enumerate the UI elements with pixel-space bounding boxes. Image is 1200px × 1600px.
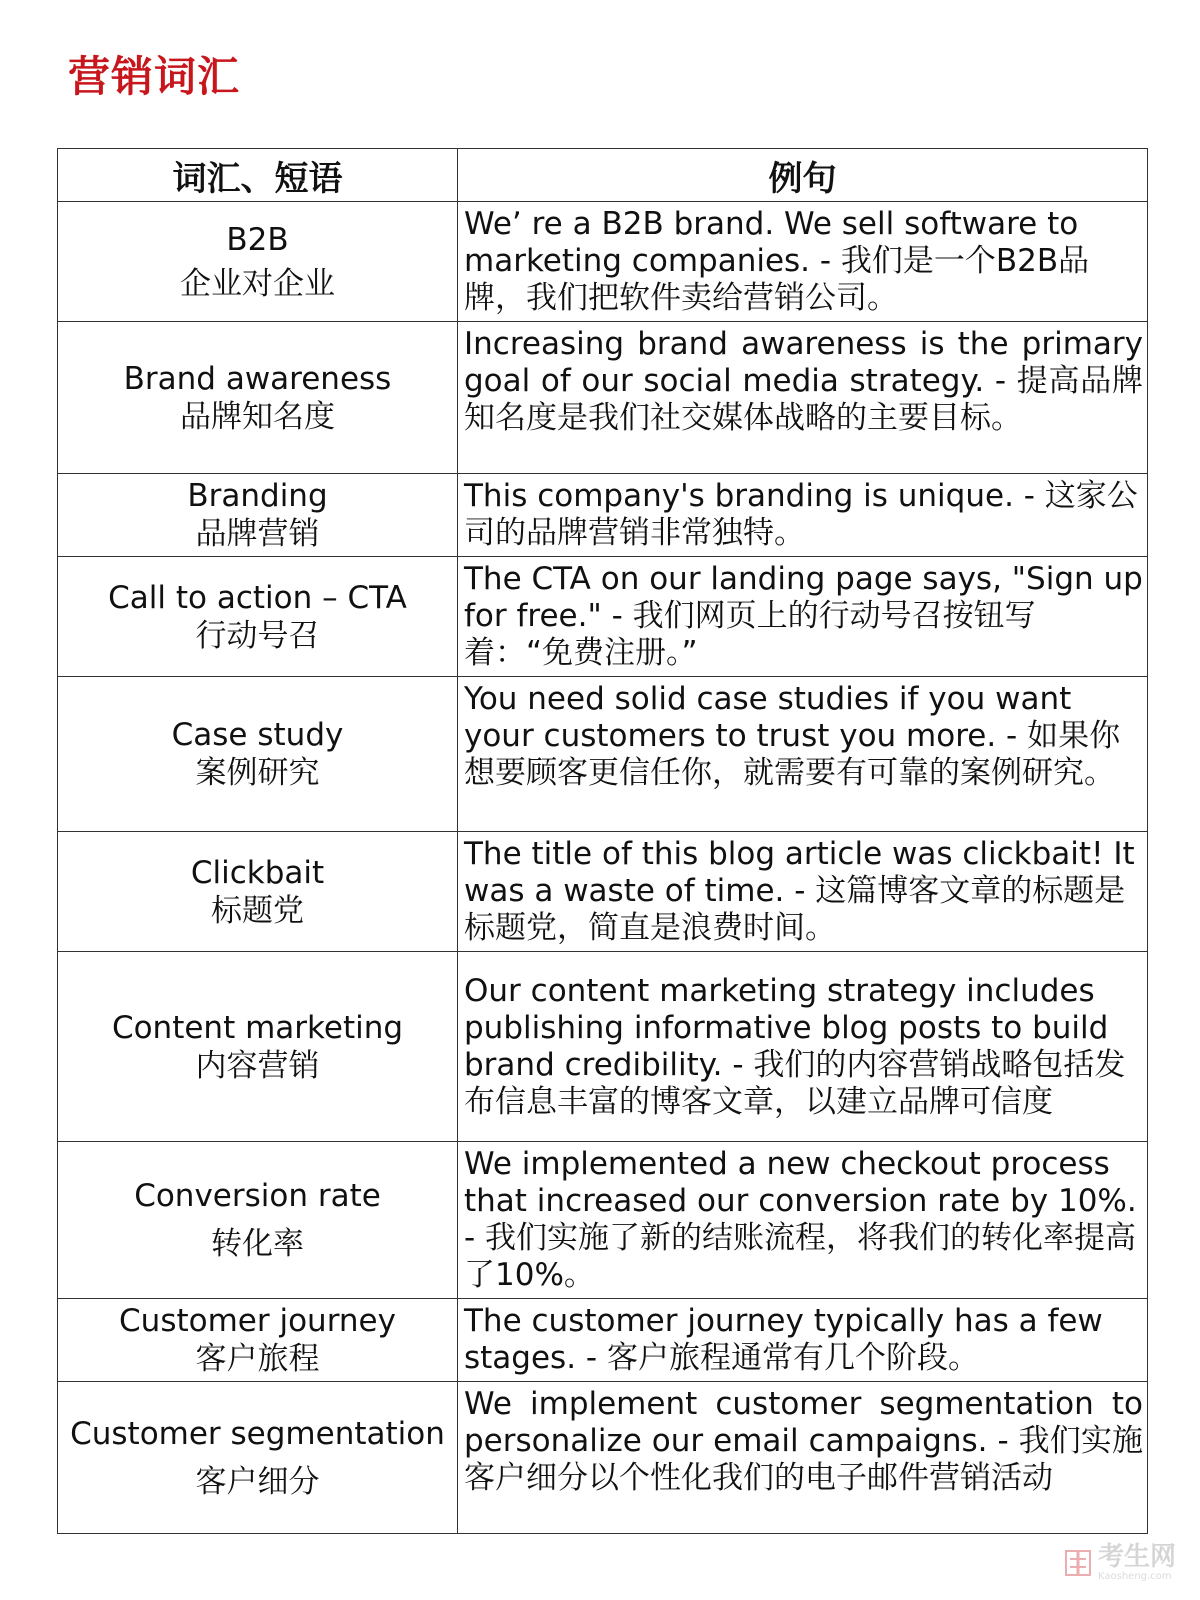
table-row xyxy=(58,202,1148,322)
term-cell xyxy=(58,322,458,474)
term-cell xyxy=(58,557,458,677)
term-cell xyxy=(58,1142,458,1299)
table-row xyxy=(58,474,1148,557)
watermark-domain: Kaosheng.com xyxy=(1097,1571,1172,1582)
example-cell xyxy=(458,202,1148,322)
example-sentence: You need solid case studies if you want your customers to trust you more. - 如果你想要顾客更信任你，就需要有可靠的案例研究。 xyxy=(464,681,1121,791)
vocabulary-table xyxy=(57,148,1148,1534)
term-english: Content marketing xyxy=(111,1009,404,1046)
example-sentence: We implement customer segmentation to personalize our email campaigns. - 我们实施客户细分以个性化我们的电子邮件营销活动 xyxy=(464,1386,1143,1496)
example-sentence: Our content marketing strategy includes publishing informative blog posts to build brand credibility. - 我们的内容营销战略包括发布信息丰富的博客文章，以建立品牌可信度 xyxy=(464,972,1126,1120)
term-english: Brand awareness xyxy=(123,360,392,397)
term-chinese: 品牌知名度 xyxy=(180,398,335,435)
header-example: 例句 xyxy=(458,149,1148,202)
term-cell xyxy=(58,1299,458,1382)
table-row xyxy=(58,952,1148,1142)
term-cell xyxy=(58,474,458,557)
term-chinese: 客户旅程 xyxy=(195,1341,320,1377)
watermark xyxy=(1064,1544,1176,1582)
term-cell xyxy=(58,677,458,832)
example-cell xyxy=(458,1382,1148,1534)
example-cell xyxy=(458,1142,1148,1299)
example-cell xyxy=(458,952,1148,1142)
term-chinese: 转化率 xyxy=(211,1226,304,1262)
example-sentence: The title of this blog article was clickbait! It was a waste of time. - 这篇博客文章的标题是标题党，简直是浪费时间。 xyxy=(464,836,1135,946)
term-cell xyxy=(58,202,458,322)
watermark-name: 考生网 xyxy=(1097,1542,1176,1572)
term-english: Case study xyxy=(171,717,344,753)
kaosheng-logo-icon xyxy=(1064,1549,1092,1577)
example-sentence: Increasing brand awareness is the primary goal of our social media strategy. - 提高品牌知名度是我们社交媒体战略的主要目标。 xyxy=(464,326,1143,436)
term-chinese: 案例研究 xyxy=(195,755,320,791)
example-sentence: The CTA on our landing page says, "Sign up for free." - 我们网页上的行动号召按钮写着：“免费注册。” xyxy=(464,561,1143,671)
term-cell xyxy=(58,832,458,952)
example-cell xyxy=(458,474,1148,557)
term-chinese: 客户细分 xyxy=(195,1463,320,1500)
table-row xyxy=(58,1382,1148,1534)
table-row xyxy=(58,832,1148,952)
example-cell xyxy=(458,1299,1148,1382)
term-cell xyxy=(58,1382,458,1534)
term-chinese: 企业对企业 xyxy=(180,265,335,302)
term-english: B2B xyxy=(226,221,289,258)
example-cell xyxy=(458,557,1148,677)
term-english: Branding xyxy=(187,478,328,514)
table-row xyxy=(58,322,1148,474)
table-row xyxy=(58,1142,1148,1299)
term-chinese: 品牌营销 xyxy=(195,516,320,552)
page-title: 营销词汇 xyxy=(68,52,241,101)
term-chinese: 内容营销 xyxy=(195,1047,320,1084)
example-sentence: We implemented a new checkout process that increased our conversion rate by 10%. - 我们实施了新的结账流程，将我们的转化率提高了10%。 xyxy=(464,1146,1137,1293)
term-chinese: 标题党 xyxy=(211,892,304,929)
table-row xyxy=(58,677,1148,832)
example-sentence: We’ re a B2B brand. We sell software to marketing companies. - 我们是一个B2B品牌，我们把软件卖给营销公司。 xyxy=(464,206,1090,316)
example-sentence: The customer journey typically has a few stages. - 客户旅程通常有几个阶段。 xyxy=(464,1303,1103,1376)
header-term: 词汇、短语 xyxy=(58,149,458,202)
term-chinese: 行动号召 xyxy=(195,617,320,654)
table-header-row xyxy=(58,149,1148,202)
term-english: Customer journey xyxy=(119,1303,396,1339)
term-cell xyxy=(58,952,458,1142)
example-cell xyxy=(458,832,1148,952)
term-english: Clickbait xyxy=(190,854,325,891)
term-english: Call to action – CTA xyxy=(108,579,407,616)
example-cell xyxy=(458,677,1148,832)
table-row xyxy=(58,557,1148,677)
example-cell xyxy=(458,322,1148,474)
term-english: Customer segmentation xyxy=(70,1415,445,1452)
example-sentence: This company's branding is unique. - 这家公司的品牌营销非常独特。 xyxy=(464,478,1138,551)
term-english: Conversion rate xyxy=(134,1178,381,1214)
table-row xyxy=(58,1299,1148,1382)
